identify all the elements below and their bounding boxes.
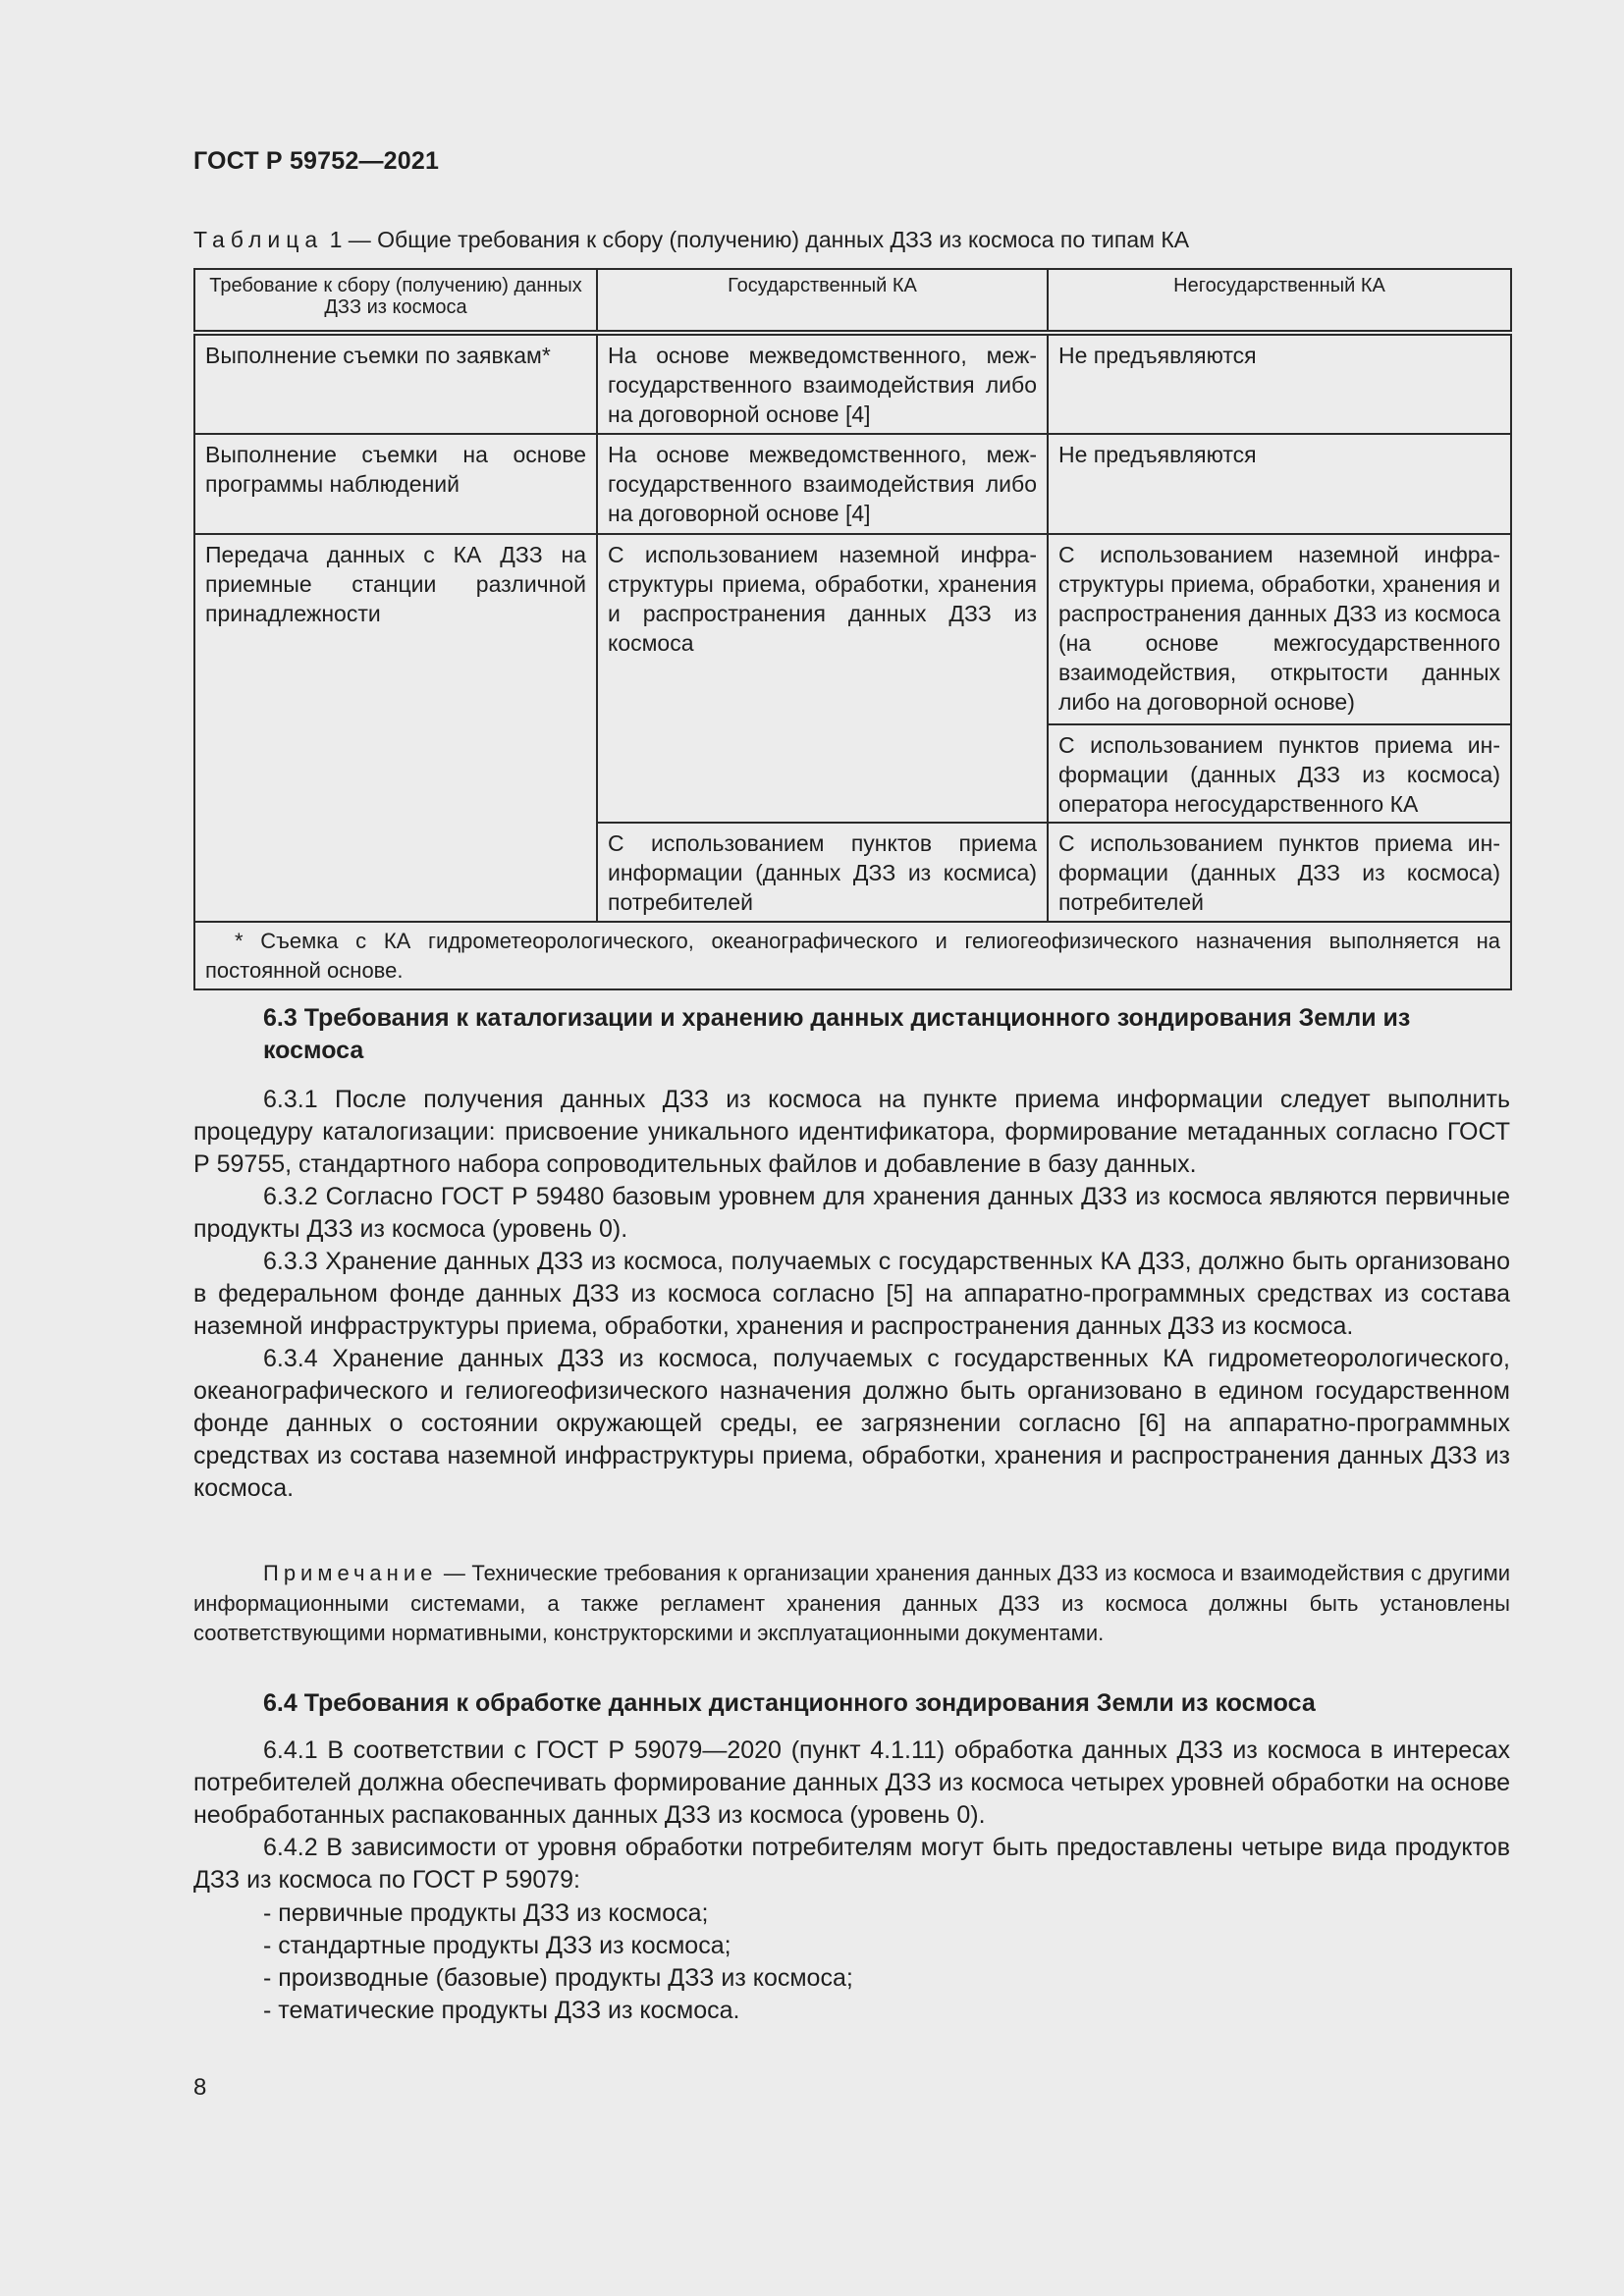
section-6-3-title: 6.3 Требования к каталогизации и хранению данных дистанционного зондирования Земли из космоса [263,1004,1411,1064]
table-header-row [194,269,1511,333]
list-item: - тематические продукты ДЗЗ из космоса. [263,1997,740,2024]
table-row [194,534,1511,724]
table-caption [193,227,1189,253]
products-list [263,1897,853,2027]
table-footnote [194,922,1511,989]
paragraph-6-4-1: 6.4.1 В соответствии с ГОСТ Р 59079—2020 (пункт 4.1.11) обработка данных ДЗЗ из космоса в интересах потребителей должна обеспечивать формирование данных ДЗЗ из космоса четырех уровней обработки на основе необработанных распакованных данных ДЗЗ из космоса (уровень 0). [193,1736,1510,1829]
list-item: - стандартные продукты ДЗЗ из космоса; [263,1932,731,1959]
table-caption-prefix: Таблица [193,227,324,252]
section-6-4-title: 6.4 Требования к обработке данных дистанционного зондирования Земли из космоса [263,1689,1316,1717]
document-header: ГОСТ Р 59752—2021 [193,147,440,175]
cell-government: На основе межведомственного, межгосударственного взаимодействия либо на договорной основе [4] [597,434,1048,534]
paragraph-6-4-2: 6.4.2 В зависимости от уровня обработки потребителям могут быть предоставлены четыре вида продуктов ДЗЗ из космоса по ГОСТ Р 59079: [193,1834,1510,1894]
cell-nongovernment: Не предъявляются [1048,333,1511,434]
cell-nongovernment: С использованием наземной инфраструктуры приема, обработки, хранения и распространения данных ДЗЗ из космоса (на основе межгосударственного взаимодействия, открытости данных либо на договорной основе) [1048,534,1511,724]
cell-requirement: Выполнение съемки на основе программы наблюдений [194,434,597,534]
list-item: - производные (базовые) продукты ДЗЗ из космоса; [263,1964,853,1992]
table-row [194,434,1511,534]
cell-nongovernment: С использованием пунктов приема информации (данных ДЗЗ из космоса) оператора негосударственного КА [1048,724,1511,823]
paragraph-6-3-1: 6.3.1 После получения данных ДЗЗ из космоса на пункте приема информации следует выполнить процедуру каталогизации: присвоение уникального идентификатора, формирование метаданных согласно ГОСТ Р 59755, стандартного набора сопроводительных файлов и добавление в базу данных. [193,1086,1510,1178]
section-6-4-body [193,1735,1510,1896]
cell-requirement: Передача данных с КА ДЗЗ на приемные станции различной принадлежности [194,534,597,922]
table-row [194,333,1511,434]
table-footnote-text: * Съемка с КА гидрометеорологического, океанографического и гелиогеофизического назначения выполняется на постоянной основе. [205,929,1500,983]
paragraph-6-3-2: 6.3.2 Согласно ГОСТ Р 59480 базовым уровнем для хранения данных ДЗЗ из космоса являются первичные продукты ДЗЗ из космоса (уровень 0). [193,1183,1510,1243]
list-item: - первичные продукты ДЗЗ из космоса; [263,1899,709,1927]
paragraph-6-3-4: 6.3.4 Хранение данных ДЗЗ из космоса, получаемых с государственных КА гидрометеорологического, океанографического и гелиогеофизического назначения должно быть организовано в едином государственном фонде данных о состоянии окружающей среды, ее загрязнении согласно [6] на аппаратно-программных средствах из состава наземной инфраструктуры приема, обработки, хранения и распространения данных ДЗЗ из космоса. [193,1345,1510,1502]
page-number: 8 [193,2074,207,2101]
cell-government: С использованием пунктов приема информации (данных ДЗЗ из космиса) потребителей [597,823,1048,922]
note [193,1559,1510,1649]
cell-requirement: Выполнение съемки по заявкам* [194,333,597,434]
cell-government: На основе межведомственного, межгосударственного взаимодействия либо на договорной основе [4] [597,333,1048,434]
note-prefix: Примечание [263,1561,438,1585]
header-government: Государственный КА [597,269,1048,333]
note-text: — Технические требования к организации хранения данных ДЗЗ из космоса и взаимодействия с другими информационными системами, а также регламент хранения данных ДЗЗ из космоса должны быть установлены соответствующими нормативными, конструкторскими и эксплуатационными документами. [193,1561,1510,1645]
paragraph-6-3-3: 6.3.3 Хранение данных ДЗЗ из космоса, получаемых с государственных КА ДЗЗ, должно быть организовано в федеральном фонде данных ДЗЗ из космоса согласно [5] на аппаратно-программных средствах из состава наземной инфраструктуры приема, обработки, хранения и распространения данных ДЗЗ из космоса. [193,1248,1510,1340]
cell-nongovernment: Не предъявляются [1048,434,1511,534]
table-footnote-row [194,922,1511,989]
header-nongovernment: Негосударственный КА [1048,269,1511,333]
requirements-table [193,268,1512,990]
cell-government: С использованием наземной инфраструктуры приема, обработки, хранения и распространения данных ДЗЗ из космоса [597,534,1048,823]
cell-nongovernment: С использованием пунктов приема информации (данных ДЗЗ из космоса) потребителей [1048,823,1511,922]
header-requirement: Требование к сбору (получению) данных ДЗЗ из космоса [194,269,597,333]
table-caption-text: 1 — Общие требования к сбору (получению) данных ДЗЗ из космоса по типам КА [323,227,1190,252]
section-6-3-body [193,1084,1510,1505]
